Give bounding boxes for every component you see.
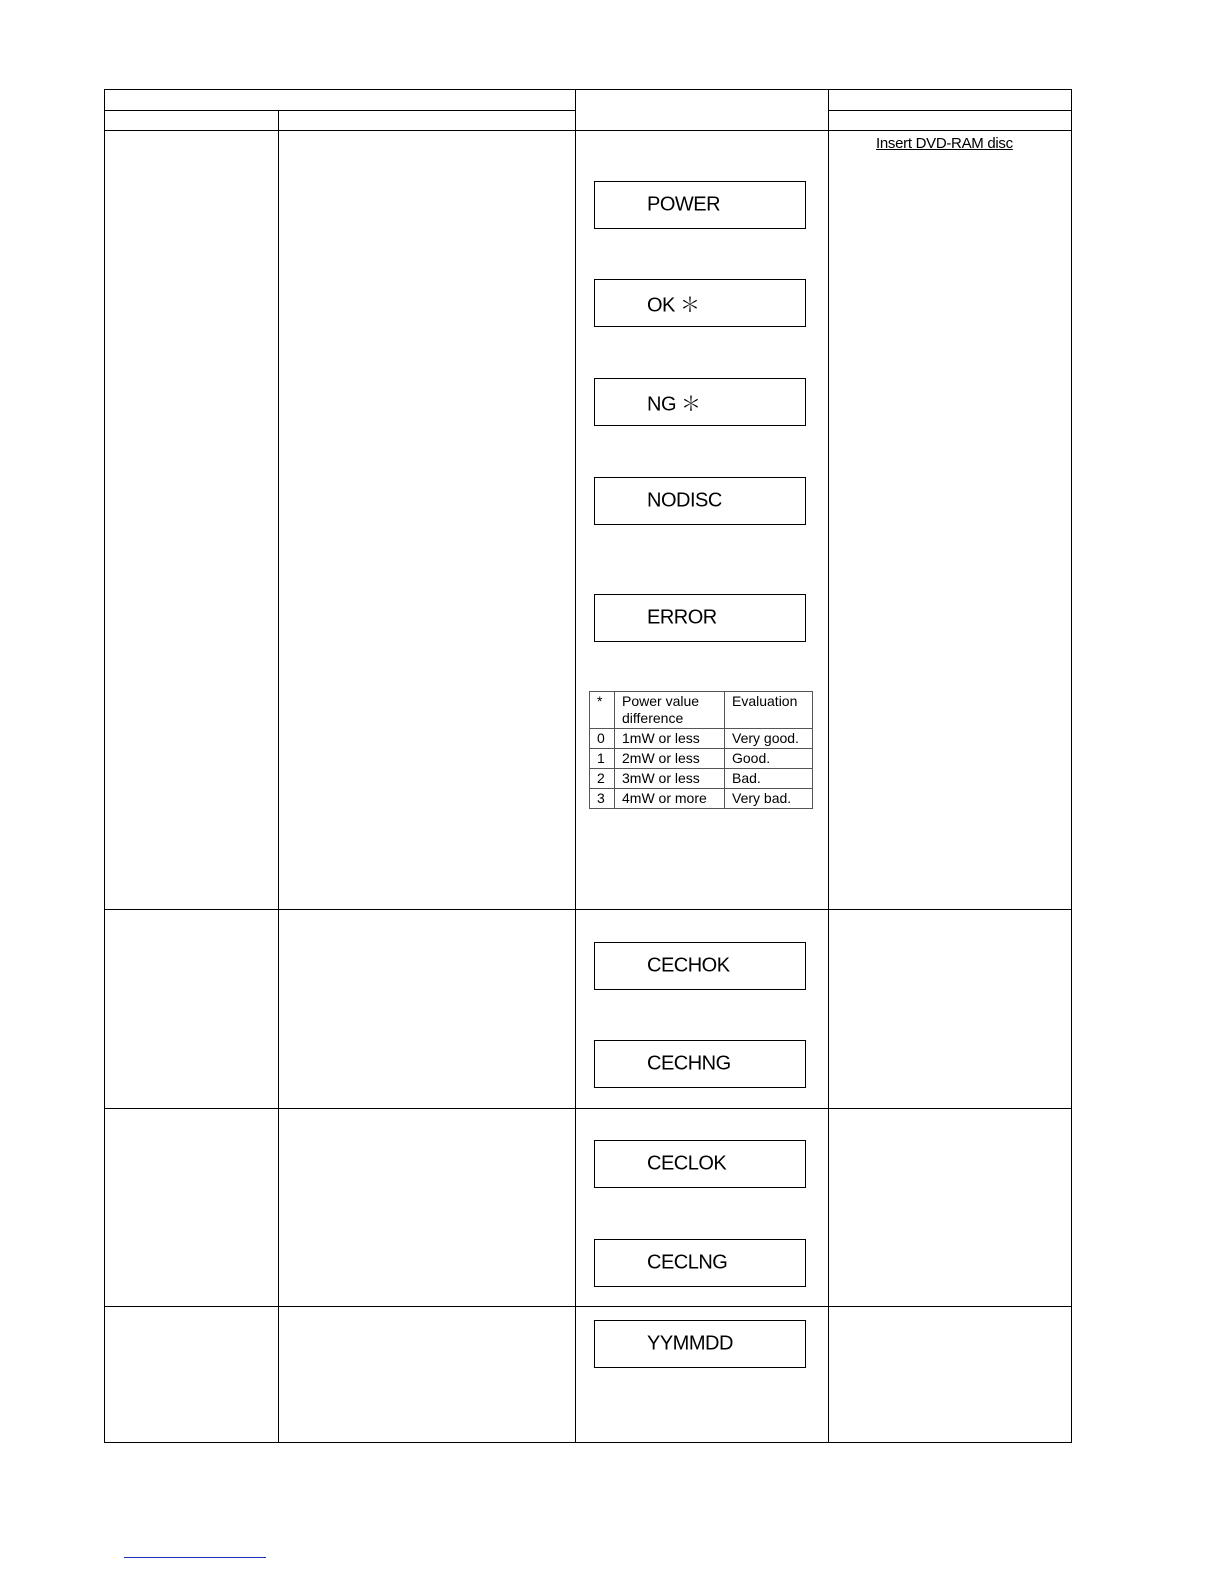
display-text-ceclng: CECLNG: [647, 1251, 728, 1274]
footer-link-underline[interactable]: [124, 1557, 266, 1558]
display-box-nodisc: [594, 477, 806, 525]
display-text-ng: NG ＊: [647, 393, 701, 416]
row-divider-1: [104, 909, 1071, 910]
legend-cell-level: 3: [590, 789, 615, 809]
display-text-ceclok: CECLOK: [647, 1152, 727, 1175]
legend-row: [590, 769, 813, 789]
display-box-error: [594, 594, 806, 642]
display-text-cechng: CECHNG: [647, 1052, 731, 1075]
display-box-yymmdd: [594, 1320, 806, 1368]
legend-header-mark: *: [590, 692, 615, 729]
display-box-cechok: [594, 942, 806, 990]
header-divider-left: [104, 110, 575, 111]
header-bottom-border: [104, 130, 1071, 131]
display-box-ok: [594, 279, 806, 327]
display-box-power: [594, 181, 806, 229]
table-left-border: [104, 89, 105, 1443]
legend-cell-evaluation: Very bad.: [725, 789, 813, 809]
legend-cell-power: 1mW or less: [615, 729, 725, 749]
header-divider-right: [828, 110, 1071, 111]
display-text-cechok: CECHOK: [647, 954, 730, 977]
legend-cell-evaluation: Bad.: [725, 769, 813, 789]
legend-header-row: [590, 692, 813, 729]
display-text-power: POWER: [647, 193, 721, 216]
display-text-ok: OK ＊: [647, 294, 700, 317]
legend-header-power: Power value difference: [615, 692, 725, 729]
column-divider-2: [575, 89, 576, 1443]
row-divider-3: [104, 1306, 1071, 1307]
legend-cell-evaluation: Very good.: [725, 729, 813, 749]
legend-cell-power: 4mW or more: [615, 789, 725, 809]
display-box-cechng: [594, 1040, 806, 1088]
display-text-yymmdd: YYMMDD: [647, 1332, 733, 1355]
legend-cell-level: 2: [590, 769, 615, 789]
legend-header-evaluation: Evaluation: [725, 692, 813, 729]
power-difference-legend: [589, 691, 813, 809]
column-divider-1: [278, 110, 279, 1443]
legend-row: [590, 749, 813, 769]
legend-cell-power: 2mW or less: [615, 749, 725, 769]
table-top-border: [104, 89, 1071, 90]
row-divider-2: [104, 1108, 1071, 1109]
legend-cell-evaluation: Good.: [725, 749, 813, 769]
insert-disc-note: Insert DVD-RAM disc: [876, 135, 1013, 152]
legend-cell-level: 1: [590, 749, 615, 769]
legend-cell-level: 0: [590, 729, 615, 749]
table-bottom-border: [104, 1442, 1071, 1443]
display-text-error: ERROR: [647, 606, 717, 629]
display-box-ceclng: [594, 1239, 806, 1287]
legend-cell-power: 3mW or less: [615, 769, 725, 789]
table-right-border: [1071, 89, 1072, 1443]
column-divider-3: [828, 89, 829, 1443]
legend-row: [590, 729, 813, 749]
display-box-ceclok: [594, 1140, 806, 1188]
legend-row: [590, 789, 813, 809]
display-text-nodisc: NODISC: [647, 489, 722, 512]
display-box-ng: [594, 378, 806, 426]
